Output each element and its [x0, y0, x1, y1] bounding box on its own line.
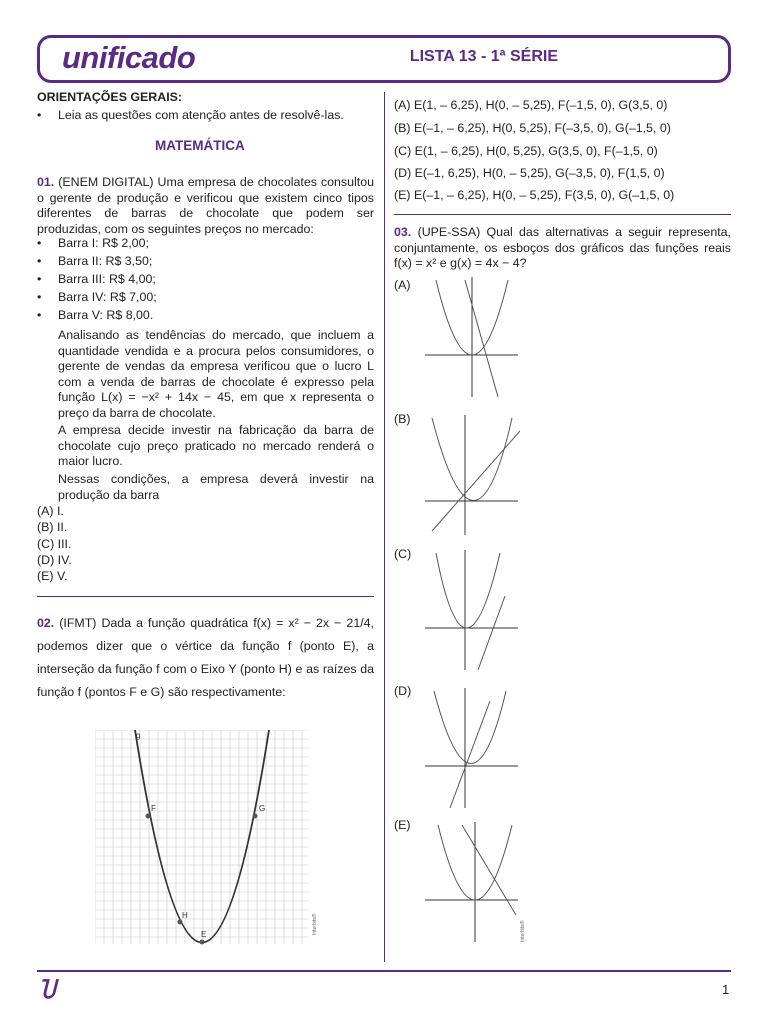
q3-option-d[interactable]: (D) [394, 684, 412, 698]
label-h: H [182, 911, 188, 920]
list-title: LISTA 13 - 1ª SÉRIE [409, 48, 558, 65]
q1-intro [37, 175, 374, 237]
bullet-mark: • [37, 254, 42, 268]
credit-label: Interbits® [520, 920, 526, 942]
q3-option-e[interactable]: (E) [394, 818, 411, 832]
bullet-mark: • [37, 308, 42, 322]
divider [37, 596, 374, 597]
grid [95, 730, 309, 944]
q3-text [394, 225, 731, 272]
bullet-mark: • [37, 236, 42, 250]
label-g-point: G [259, 804, 266, 813]
q3-option-a[interactable]: (A) [394, 278, 411, 292]
q2-parabola-graph [95, 730, 327, 945]
column-divider [384, 92, 385, 962]
q3-graph-d [420, 686, 520, 811]
q1-number: 01. [37, 175, 55, 189]
label-e: E [201, 930, 207, 939]
q2-option-b[interactable]: (B) E(–1, – 6,25), H(0, 5,25), F(–3,5, 0), G(–1,5, 0) [394, 121, 671, 135]
q1-option-e[interactable]: (E) V. [37, 569, 68, 583]
q2-option-e[interactable]: (E) E(–1, – 6,25), H(0, – 5,25), F(3,5, 0), G(–1,5, 0) [394, 188, 675, 202]
q1-paragraph-3: Nessas condições, a empresa deverá investir na produção da barra [58, 472, 374, 502]
point-e [200, 940, 205, 945]
q2-option-c[interactable]: (C) E(1, – 6,25), H(0, 5,25), G(3,5, 0), F(–1,5, 0) [394, 144, 658, 158]
q1-option-d[interactable]: (D) IV. [37, 553, 72, 567]
q1-paragraph-1: Analisando as tendências do mercado, que incluem a quantidade vendida e a procura pelos consumidores, o gerente de vendas da empresa verificou que o lucro L com a venda de barras de chocolate é expresso pela função L(x) = −x² + 14x − 45, em que x representa o preço da barra de chocolate. [58, 328, 374, 420]
q2-text [37, 612, 374, 704]
footer-line [37, 970, 731, 972]
unificado-logo: unificado [62, 40, 196, 75]
point-g [253, 814, 258, 819]
q1-bar-item: Barra II: R$ 3,50; [58, 254, 153, 268]
q1-intro-text: (ENEM DIGITAL) Uma empresa de chocolates consultou o gerente de produção e verificou que existem cinco tipos diferentes de barras de chocolate que podem ser produzidas, com os seguintes preços no mercado: [37, 175, 374, 236]
q1-bar-item: Barra IV: R$ 7,00; [58, 290, 157, 304]
q2-number: 02. [37, 616, 55, 630]
q3-graph-c [420, 548, 520, 673]
q1-option-a[interactable]: (A) I. [37, 504, 64, 518]
general-bullet-text: Leia as questões com atenção antes de resolvê-las. [58, 108, 344, 122]
credit-label: Interbits® [312, 913, 318, 935]
q3-number: 03. [394, 225, 412, 239]
q1-bar-item: Barra V: R$ 8,00. [58, 308, 154, 322]
section-title: MATEMÁTICA [155, 138, 245, 153]
q3-option-c[interactable]: (C) [394, 547, 412, 561]
q3-graph-e [420, 820, 530, 945]
point-h [178, 920, 183, 925]
q3-graph-b [420, 413, 520, 538]
parabola-curve [135, 730, 269, 943]
bullet-mark: • [37, 272, 42, 286]
label-g: g [136, 731, 141, 740]
general-heading: ORIENTAÇÕES GERAIS: [37, 90, 183, 104]
q1-option-b[interactable]: (B) II. [37, 520, 68, 534]
q3-graph-a [420, 275, 520, 400]
footer-logo-icon: Ⴎ [38, 978, 56, 1003]
q1-bar-item: Barra I: R$ 2,00; [58, 236, 149, 250]
q1-bar-item: Barra III: R$ 4,00; [58, 272, 156, 286]
point-f [146, 814, 151, 819]
q3-option-b[interactable]: (B) [394, 412, 411, 426]
q3-text-body: (UPE-SSA) Qual das alternativas a seguir representa, conjuntamente, os esboços dos gráficos das funções reais f(x) = x² e g(x) = 4x − 4? [394, 225, 731, 270]
label-f: F [151, 804, 156, 813]
q2-text-body: (IFMT) Dada a função quadrática f(x) = x² − 2x − 21/4, podemos dizer que o vértice da função f (ponto E), a interseção da função f com o Eixo Y (ponto H) e as raízes da função f (pontos F e G) são respectivamente: [37, 616, 374, 699]
bullet-mark: • [37, 290, 42, 304]
q1-option-c[interactable]: (C) III. [37, 537, 72, 551]
q2-option-d[interactable]: (D) E(–1, 6,25), H(0, – 5,25), G(–3,5, 0), F(1,5, 0) [394, 166, 665, 180]
q2-option-a[interactable]: (A) E(1, – 6,25), H(0, – 5,25), F(–1,5, 0), G(3,5, 0) [394, 98, 668, 112]
header-frame [37, 35, 731, 83]
q1-paragraph-2: A empresa decide investir na fabricação da barra de chocolate cujo preço praticado no mercado renderá o maior lucro. [58, 423, 374, 468]
page-number: 1 [722, 982, 730, 997]
divider [394, 214, 731, 215]
general-bullet-mark: • [37, 108, 42, 122]
